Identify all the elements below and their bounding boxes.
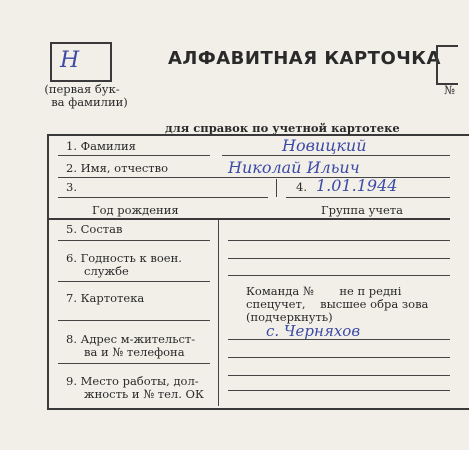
name-value[interactable]: Николай Ильич [228,158,360,177]
name-label: 2. Имя, отчество [66,161,169,175]
card-title: АЛФАВИТНАЯ КАРТОЧКА [168,48,441,69]
group-label: Группа учета [321,203,403,217]
fitness-label-1: 6. Годность к воен. [66,251,182,265]
village-value[interactable]: с. Черняхов [266,322,361,340]
right-line-5 [228,357,450,358]
initial-caption-1: (первая бук- [44,82,120,96]
card-index-label: 7. Картотека [66,291,145,305]
row3-line [58,197,268,198]
initial-letter: Н [60,48,80,73]
surname-value-line [222,155,450,156]
address-line [58,363,210,364]
underline-text: (подчеркнуть) [246,310,333,324]
address-label-1: 8. Адрес м-жительст- [66,332,196,346]
field4-label: 4. [296,180,307,194]
fitness-label-2: службе [84,264,129,278]
field4-value[interactable]: 1.01.1944 [316,176,398,195]
right-line-4 [228,339,450,340]
surname-value[interactable]: Новицкий [282,136,367,155]
fitness-line [58,281,210,282]
surname-label: 1. Фамилия [66,139,136,153]
right-edge-mark: № [444,83,455,97]
right-line-6 [228,375,450,376]
column-divider [218,220,219,406]
field3-divider [276,179,277,197]
composition-label: 5. Состав [66,222,123,236]
right-edge-box [436,45,458,85]
right-line-2 [228,258,450,259]
work-label-1: 9. Место работы, дол- [66,374,199,388]
right-line-3 [228,275,450,276]
right-line-7 [228,390,450,391]
surname-line [58,155,210,156]
address-label-2: ва и № телефона [84,345,185,359]
birth-year-label: Год рождения [92,203,179,217]
right-line-1 [228,240,450,241]
divider-main [49,218,450,220]
command-text: Команда № не п реднi [246,284,402,298]
row4-line [286,197,450,198]
initial-caption-2: ва фамилии) [51,95,128,109]
card-index-line [58,320,210,321]
section-title: для справок по учетной картотеке [165,121,400,135]
field3-label: 3. [66,180,77,194]
initial-letter-box [50,42,112,82]
spec-text: спецучет, высшее обра зова [246,297,429,311]
composition-line [58,240,210,241]
work-label-2: жность и № тел. ОК [84,387,204,401]
